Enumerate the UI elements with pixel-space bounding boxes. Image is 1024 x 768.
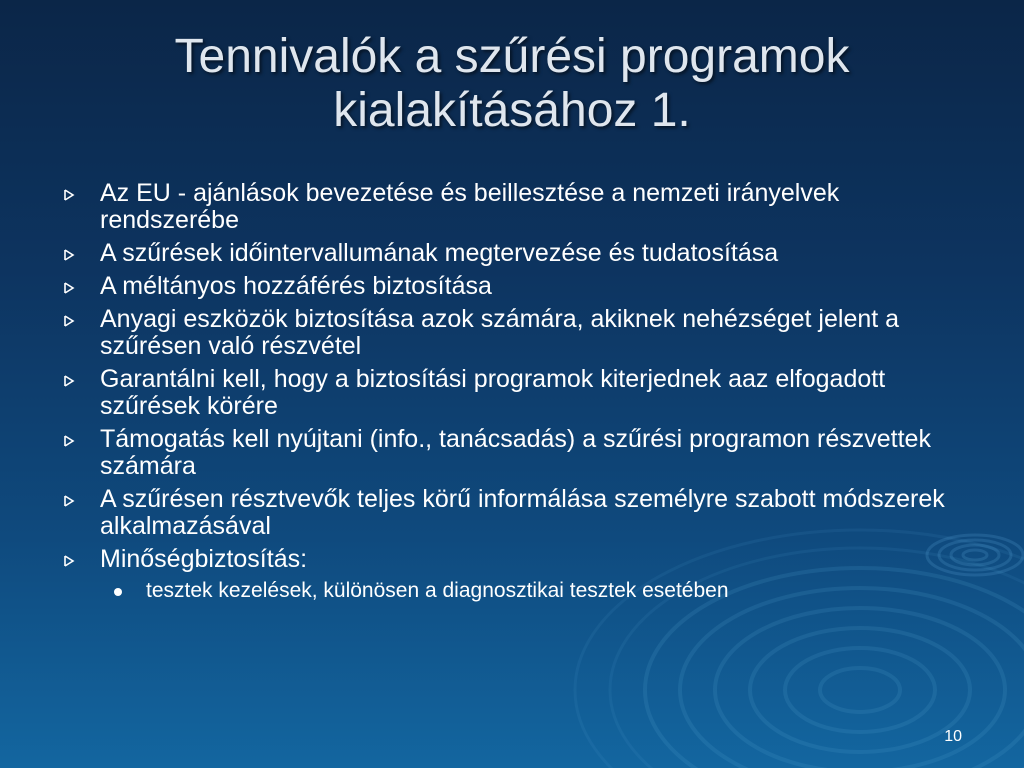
arrow-bullet-icon	[62, 314, 76, 328]
arrow-bullet-icon	[62, 188, 76, 202]
list-item	[62, 486, 962, 540]
arrow-bullet-icon	[62, 494, 76, 508]
list-item	[62, 273, 962, 300]
list-item-text: Támogatás kell nyújtani (info., tanácsadás) a szűrési programon részvettek számára	[100, 425, 931, 480]
title-line-1: Tennivalók a szűrési programok	[174, 30, 850, 83]
arrow-bullet-icon	[62, 374, 76, 388]
list-item	[62, 546, 962, 573]
list-item	[62, 306, 962, 360]
sub-list-item	[62, 579, 962, 603]
list-item-text: Minőségbiztosítás:	[100, 545, 308, 573]
sub-list-item-text: tesztek kezelések, különösen a diagnosztikai tesztek esetében	[146, 579, 729, 602]
arrow-bullet-icon	[62, 281, 76, 295]
list-item-text: A szűrésen résztvevők teljes körű informálása személyre szabott módszerek alkalmazásával	[100, 485, 945, 540]
arrow-bullet-icon	[62, 434, 76, 448]
list-item	[62, 180, 962, 234]
list-item	[62, 426, 962, 480]
list-item	[62, 240, 962, 267]
arrow-bullet-icon	[62, 554, 76, 568]
title-line-2: kialakításához 1.	[333, 84, 691, 137]
list-item-text: Az EU - ajánlások bevezetése és beillesztése a nemzeti irányelvek rendszerébe	[100, 179, 840, 234]
slide-title	[60, 30, 964, 138]
arrow-bullet-icon	[62, 248, 76, 262]
list-item-text: Anyagi eszközök biztosítása azok számára, akiknek nehézséget jelent a szűrésen való részvétel	[100, 305, 900, 360]
bullet-list	[62, 180, 962, 603]
list-item-text: A méltányos hozzáférés biztosítása	[100, 272, 492, 300]
page-number: 10	[944, 728, 962, 745]
list-item-text: A szűrések időintervallumának megtervezése és tudatosítása	[100, 239, 779, 267]
list-item	[62, 366, 962, 420]
dot-bullet-icon	[114, 588, 122, 596]
list-item-text: Garantálni kell, hogy a biztosítási programok kiterjednek aaz elfogadott szűrések körére	[100, 365, 886, 420]
